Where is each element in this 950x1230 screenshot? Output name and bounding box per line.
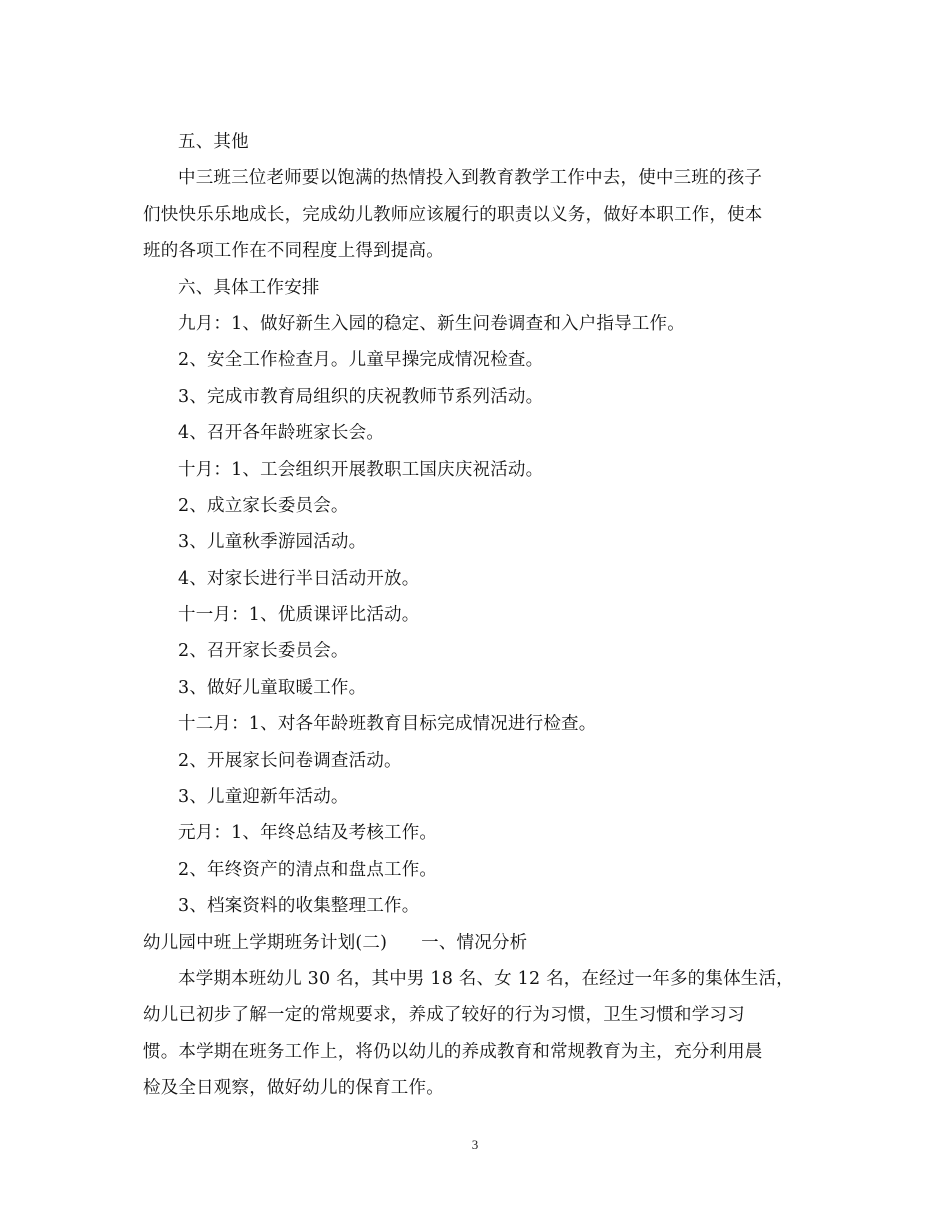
schedule-item: 4、对家长进行半日活动开放。 [178,568,420,589]
section-heading-other: 五、其他 [178,132,249,152]
schedule-item: 3、儿童秋季游园活动。 [178,532,367,553]
schedule-item: 十一月：1、优质课评比活动。 [178,605,420,626]
schedule-item: 2、成立家长委员会。 [178,495,349,516]
schedule-item: 2、年终资产的清点和盘点工作。 [178,859,438,880]
schedule-item: 元月：1、年终总结及考核工作。 [178,823,438,844]
schedule-item: 2、召开家长委员会。 [178,641,349,662]
paragraph-line: 本学期本班幼儿 30 名，其中男 18 名、女 12 名，在经过一年多的集体生活， [178,968,794,989]
schedule-item: 十二月：1、对各年龄班教育目标完成情况进行检查。 [178,714,597,735]
schedule-item: 3、儿童迎新年活动。 [178,787,349,808]
paragraph-line: 幼儿已初步了解一定的常规要求，养成了较好的行为习惯，卫生习惯和学习习 [143,1005,745,1026]
schedule-item: 3、完成市教育局组织的庆祝教师节系列活动。 [178,386,544,407]
section-heading-analysis: 一、情况分析 [421,932,528,953]
schedule-item: 2、开展家长问卷调查活动。 [178,750,402,771]
schedule-item: 3、档案资料的收集整理工作。 [178,896,420,917]
schedule-item: 4、召开各年龄班家长会。 [178,423,385,444]
paragraph-line: 中三班三位老师要以饱满的热情投入到教育教学工作中去，使中三班的孩子 [178,168,763,189]
paragraph-line: 们快快乐乐地成长，完成幼儿教师应该履行的职责以义务，做好本职工作，使本 [143,204,763,225]
page-number: 3 [471,1137,479,1152]
schedule-item: 2、安全工作检查月。儿童早操完成情况检查。 [178,350,544,371]
schedule-item: 3、做好儿童取暖工作。 [178,677,367,698]
plan-title-line [143,925,813,961]
plan-title: 幼儿园中班上学期班务计划(二) [143,932,388,953]
paragraph-line: 检及全日观察，做好幼儿的保育工作。 [143,1078,444,1099]
schedule-item: 九月：1、做好新生入园的稳定、新生问卷调查和入户指导工作。 [178,313,685,334]
paragraph-line: 惯。本学期在班务工作上，将仍以幼儿的养成教育和常规教育为主，充分利用晨 [143,1041,763,1062]
section-heading-schedule: 六、具体工作安排 [178,277,320,298]
schedule-item: 十月：1、工会组织开展教职工国庆庆祝活动。 [178,459,544,480]
paragraph-line: 班的各项工作在不同程度上得到提高。 [143,241,444,262]
page-content [143,124,813,1107]
